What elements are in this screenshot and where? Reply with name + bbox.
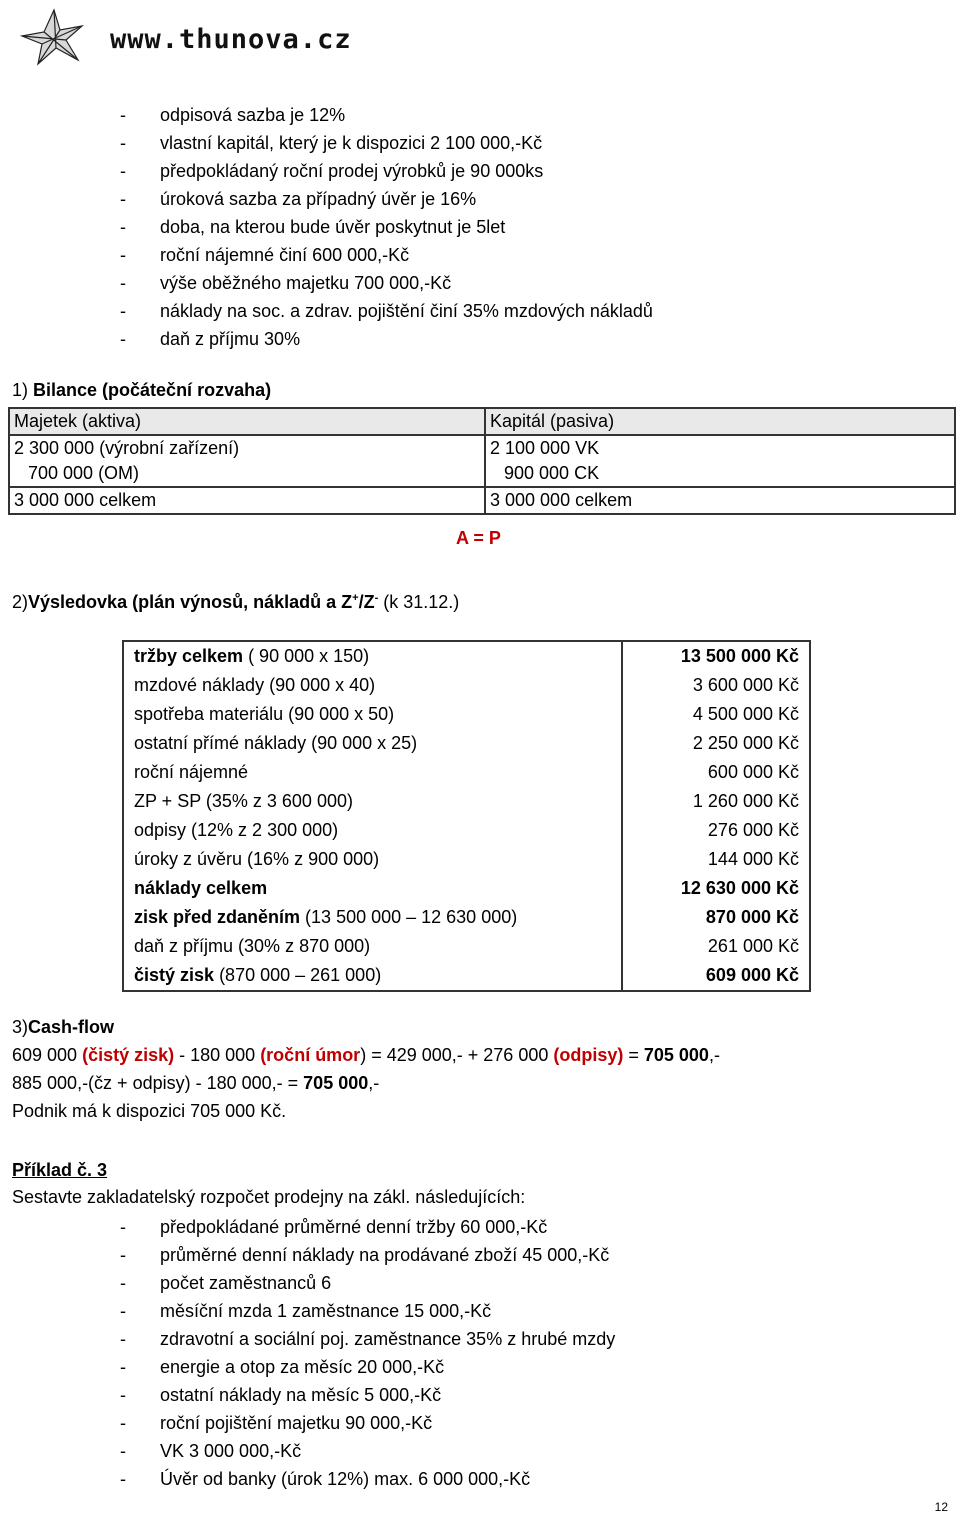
list-item: - výše oběžného majetku 700 000,-Kč: [120, 273, 452, 293]
table-row: [123, 787, 810, 816]
list-item: - Úvěr od banky (úrok 12%) max. 6 000 000,-Kč: [120, 1469, 531, 1489]
balance-total: 3 000 000 celkem: [9, 487, 485, 514]
table-row: [123, 903, 810, 932]
list-item: - ostatní náklady na měsíc 5 000,-Kč: [120, 1385, 442, 1405]
item-label: daň z příjmu (30% z 870 000): [123, 932, 622, 961]
section1-heading: 1) Bilance (počáteční rozvaha): [12, 380, 272, 400]
item-label: tržby celkem ( 90 000 x 150): [123, 641, 622, 671]
example3-title: Příklad č. 3: [12, 1160, 108, 1180]
list-item: - náklady na soc. a zdrav. pojištění činí 35% mzdových nákladů: [120, 301, 653, 321]
list-item: - úroková sazba za případný úvěr je 16%: [120, 189, 477, 209]
item-value: 3 600 000 Kč: [622, 671, 810, 700]
item-value: 609 000 Kč: [622, 961, 810, 991]
balance-cell: 700 000 (OM): [9, 461, 485, 487]
example3-list: [120, 1213, 615, 1493]
item-value: 1 260 000 Kč: [622, 787, 810, 816]
item-label: ostatní přímé náklady (90 000 x 25): [123, 729, 622, 758]
cashflow-line-1: 609 000 (čistý zisk) - 180 000 (roční úmor) = 429 000,- + 276 000 (odpisy) = 705 000,-: [12, 1045, 720, 1065]
balance-table: [8, 407, 956, 515]
list-item: - doba, na kterou bude úvěr poskytnut je 5let: [120, 217, 506, 237]
list-item: - měsíční mzda 1 zaměstnance 15 000,-Kč: [120, 1301, 492, 1321]
item-value: 600 000 Kč: [622, 758, 810, 787]
list-item: - vlastní kapitál, který je k dispozici 2 100 000,-Kč: [120, 133, 543, 153]
list-item: - odpisová sazba je 12%: [120, 105, 346, 125]
balance-cell: 900 000 CK: [485, 461, 955, 487]
assets-header: Majetek (aktiva): [9, 408, 485, 435]
item-value: 144 000 Kč: [622, 845, 810, 874]
page-number: 12: [934, 1500, 948, 1514]
table-row: [123, 641, 810, 671]
table-row: [123, 700, 810, 729]
list-item: - daň z příjmu 30%: [120, 329, 301, 349]
cashflow-line-2: 885 000,-(čz + odpisy) - 180 000,- = 705 000,-: [12, 1073, 380, 1093]
table-row: [123, 729, 810, 758]
table-row: [123, 961, 810, 991]
item-label: ZP + SP (35% z 3 600 000): [123, 787, 622, 816]
item-value: 2 250 000 Kč: [622, 729, 810, 758]
item-label: čistý zisk (870 000 – 261 000): [123, 961, 622, 991]
site-logo: [14, 8, 614, 70]
table-row: [123, 816, 810, 845]
list-item: - průměrné denní náklady na prodávané zboží 45 000,-Kč: [120, 1245, 610, 1265]
item-value: 261 000 Kč: [622, 932, 810, 961]
section2-heading: 2)Výsledovka (plán výnosů, nákladů a Z+/Z- (k 31.12.): [12, 592, 460, 612]
balance-cell: 2 100 000 VK: [485, 435, 955, 461]
intro-list: [120, 101, 653, 353]
list-item: - předpokládaný roční prodej výrobků je 90 000ks: [120, 161, 544, 181]
item-value: 276 000 Kč: [622, 816, 810, 845]
income-statement-table: [122, 640, 811, 992]
section3-heading: 3)Cash-flow: [12, 1017, 115, 1037]
item-label: zisk před zdaněním (13 500 000 – 12 630 000): [123, 903, 622, 932]
list-item: - roční nájemné činí 600 000,-Kč: [120, 245, 410, 265]
list-item: - VK 3 000 000,-Kč: [120, 1441, 302, 1461]
item-value: 13 500 000 Kč: [622, 641, 810, 671]
balance-cell: 2 300 000 (výrobní zařízení): [9, 435, 485, 461]
star-icon: [14, 8, 94, 68]
item-value: 870 000 Kč: [622, 903, 810, 932]
list-item: - počet zaměstnanců 6: [120, 1273, 332, 1293]
cashflow-conclusion: Podnik má k dispozici 705 000 Kč.: [12, 1101, 287, 1121]
liabilities-header: Kapitál (pasiva): [485, 408, 955, 435]
item-label: odpisy (12% z 2 300 000): [123, 816, 622, 845]
item-value: 4 500 000 Kč: [622, 700, 810, 729]
table-row: [123, 932, 810, 961]
item-label: náklady celkem: [123, 874, 622, 903]
table-row: [123, 758, 810, 787]
table-row: [123, 845, 810, 874]
list-item: - zdravotní a sociální poj. zaměstnance 35% z hrubé mzdy: [120, 1329, 616, 1349]
table-row: [123, 671, 810, 700]
example3-intro: Sestavte zakladatelský rozpočet prodejny na zákl. následujících:: [12, 1187, 526, 1207]
table-row: [123, 874, 810, 903]
item-value: 12 630 000 Kč: [622, 874, 810, 903]
item-label: roční nájemné: [123, 758, 622, 787]
list-item: - předpokládané průměrné denní tržby 60 000,-Kč: [120, 1217, 548, 1237]
item-label: mzdové náklady (90 000 x 40): [123, 671, 622, 700]
site-url: www.thunova.cz: [110, 24, 352, 55]
list-item: - roční pojištění majetku 90 000,-Kč: [120, 1413, 433, 1433]
balance-total: 3 000 000 celkem: [485, 487, 955, 514]
item-label: úroky z úvěru (16% z 900 000): [123, 845, 622, 874]
list-item: - energie a otop za měsíc 20 000,-Kč: [120, 1357, 445, 1377]
item-label: spotřeba materiálu (90 000 x 50): [123, 700, 622, 729]
balance-equation: A = P: [456, 528, 501, 548]
